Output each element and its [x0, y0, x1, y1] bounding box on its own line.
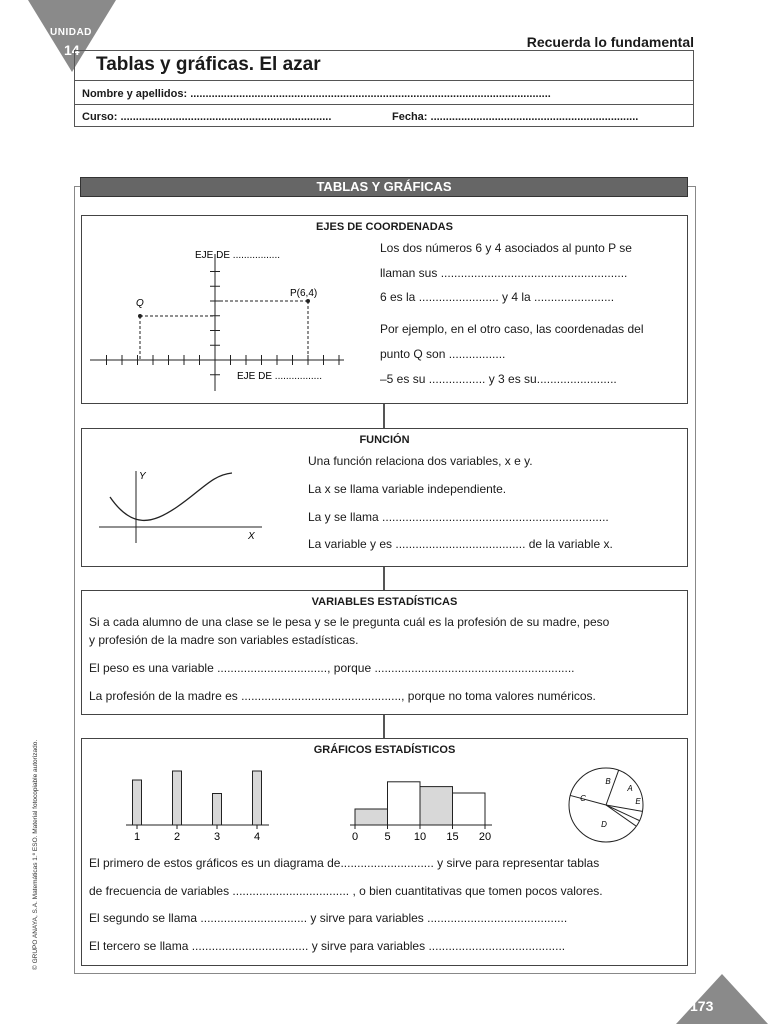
x-tick-label: 5	[384, 831, 391, 843]
unit-label: UNIDAD	[50, 27, 92, 38]
divider	[74, 80, 693, 81]
page-title: Tablas y gráficas. El azar	[96, 54, 321, 75]
charts-line-4: El tercero se llama ................................... y sirve para variables .........................................	[89, 939, 566, 953]
function-line-2: La x se llama variable independiente.	[308, 482, 507, 496]
x-tick-label: 1	[133, 831, 141, 843]
x-tick-label: 3	[213, 831, 221, 843]
pie-slice-label: E	[635, 797, 641, 806]
unit-number: 14	[64, 42, 80, 58]
name-field[interactable]: Nombre y apellidos: ......................................................................................................................	[82, 88, 551, 100]
x-tick-label: 4	[253, 831, 261, 843]
point-q-label: Q	[136, 298, 144, 309]
bar	[253, 771, 262, 825]
coords-line-1: Los dos números 6 y 4 asociados al punto P se	[380, 241, 632, 255]
point-q	[138, 314, 142, 318]
x-axis-label: X	[248, 531, 255, 542]
copyright-note: © GRUPO ANAYA, S.A. Matemáticas 1.º ESO. Material fotocopiable autorizado.	[32, 739, 39, 970]
x-tick-label: 20	[478, 831, 492, 843]
coords-line-3: 6 es la ........................ y 4 la ........................	[380, 290, 615, 304]
y-axis-label: Y	[139, 471, 146, 482]
variables-line-3: El peso es una variable ................................., porque ............................................................	[89, 661, 575, 675]
histogram-bar	[388, 782, 421, 825]
divider	[74, 104, 693, 105]
x-tick-label: 10	[413, 831, 427, 843]
section-banner: TABLAS Y GRÁFICAS	[80, 177, 688, 197]
function-line-4: La variable y es ....................................... de la variable x.	[308, 537, 613, 551]
variables-line-2: y profesión de la madre son variables estadísticas.	[89, 633, 359, 647]
charts-line-3: El segundo se llama ................................ y sirve para variables ..........................................	[89, 911, 568, 925]
box-title: VARIABLES ESTADÍSTICAS	[311, 596, 458, 608]
pie-slice-label: A	[627, 784, 633, 793]
connector	[383, 566, 385, 590]
pie-slice-label: B	[605, 777, 611, 786]
function-line-3: La y se llama ....................................................................	[308, 510, 609, 524]
section-title: Recuerda lo fundamental	[526, 34, 694, 50]
variables-line-1: Si a cada alumno de una clase se le pesa y se le pregunta cuál es la profesión de su madre, peso	[89, 615, 610, 629]
histogram-bar	[453, 793, 486, 825]
y-axis-label: EJE DE .................	[195, 250, 281, 261]
histogram-chart	[350, 782, 492, 843]
connector	[383, 403, 385, 428]
page-number: 173	[690, 998, 714, 1014]
histogram-bar	[420, 787, 453, 825]
coords-line-6: –5 es su ................. y 3 es su........................	[380, 372, 617, 386]
pie-slice-label: C	[580, 794, 586, 803]
coordinate-axes-diagram	[82, 216, 382, 403]
charts-line-2: de frecuencia de variables ................................... , o bien cuantitativas que tomen pocos valores.	[89, 884, 603, 898]
function-box	[81, 428, 688, 567]
connector	[383, 714, 385, 738]
coords-line-5: punto Q son .................	[380, 347, 506, 361]
coords-line-2: llaman sus ........................................................	[380, 266, 628, 280]
course-field[interactable]: Curso: .....................................................................	[82, 111, 332, 123]
coords-line-4: Por ejemplo, en el otro caso, las coordenadas del	[380, 322, 644, 336]
statistical-charts	[82, 739, 687, 849]
bar-chart	[126, 771, 269, 843]
x-tick-label: 0	[351, 831, 359, 843]
x-tick-label: 15	[446, 831, 459, 843]
x-tick-label: 2	[173, 831, 181, 843]
point-p	[306, 299, 310, 303]
box-title: FUNCIÓN	[359, 434, 410, 446]
pie-slice-label: D	[601, 820, 607, 829]
function-line-1: Una función relaciona dos variables, x e y.	[308, 454, 533, 468]
charts-box	[81, 738, 688, 966]
box-title: EJES DE COORDENADAS	[316, 221, 453, 233]
function-graph	[82, 429, 282, 566]
box-title: GRÁFICOS ESTADÍSTICOS	[313, 744, 456, 756]
coordinates-box	[81, 215, 688, 404]
x-axis-label: EJE DE .................	[237, 371, 323, 382]
histogram-bar	[355, 809, 388, 825]
variables-box	[81, 590, 688, 715]
variables-line-4: La profesión de la madre es ................................................, porque no toma valores numéricos.	[89, 689, 596, 703]
bar	[173, 771, 182, 825]
date-field[interactable]: Fecha: ....................................................................	[392, 111, 639, 123]
bar	[213, 794, 222, 826]
charts-line-1: El primero de estos gráficos es un diagrama de............................ y sirve para representar tablas	[89, 856, 600, 870]
bar	[133, 780, 142, 825]
pie-chart	[569, 768, 643, 842]
point-p-label: P(6,4)	[290, 288, 318, 299]
